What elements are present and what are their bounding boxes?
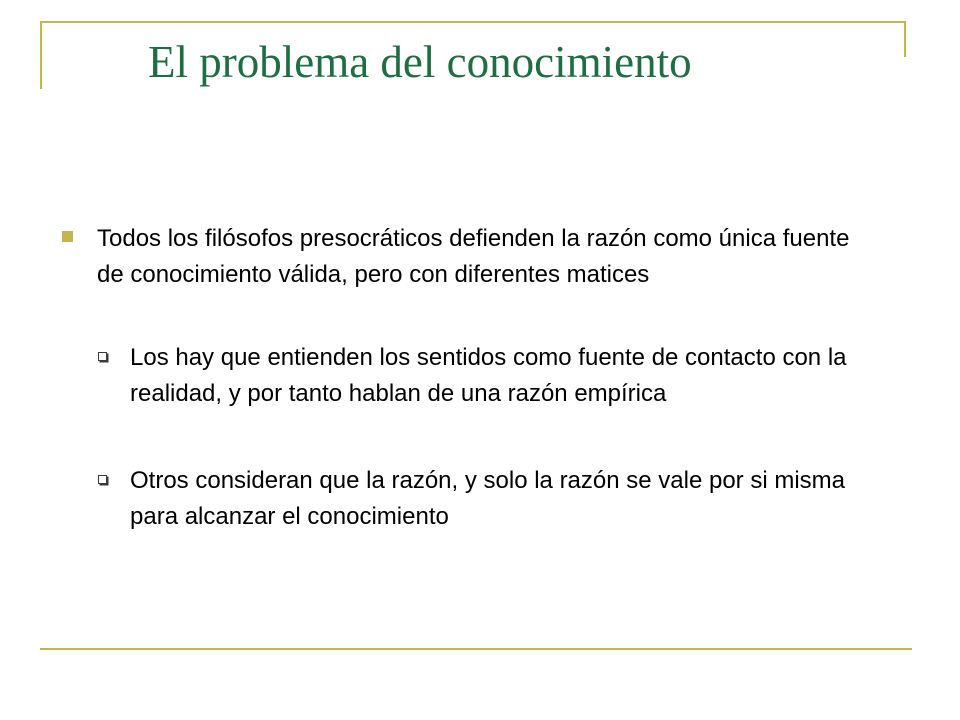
slide-title: El problema del conocimiento — [148, 37, 692, 87]
top-frame-line — [40, 21, 906, 23]
hollow-square-bullet-icon — [98, 475, 107, 484]
right-frame-line — [904, 21, 906, 57]
main-bullet-item — [62, 221, 882, 293]
sub-bullet-text: Los hay que entienden los sentidos como fuente de contacto con la realidad, y por tanto hablan de una razón empírica — [130, 344, 847, 407]
sub-bullet-item — [98, 340, 898, 412]
bottom-frame-line — [40, 648, 912, 650]
sub-bullet-text: Otros consideran que la razón, y solo la razón se vale por si misma para alcanzar el conocimiento — [130, 467, 845, 530]
sub-bullet-item — [98, 463, 898, 535]
left-frame-line — [40, 21, 42, 89]
hollow-square-bullet-icon — [98, 352, 107, 361]
main-bullet-text: Todos los filósofos presocráticos defienden la razón como única fuente de conocimiento válida, pero con diferentes matices — [97, 225, 850, 288]
square-bullet-icon — [62, 231, 73, 242]
